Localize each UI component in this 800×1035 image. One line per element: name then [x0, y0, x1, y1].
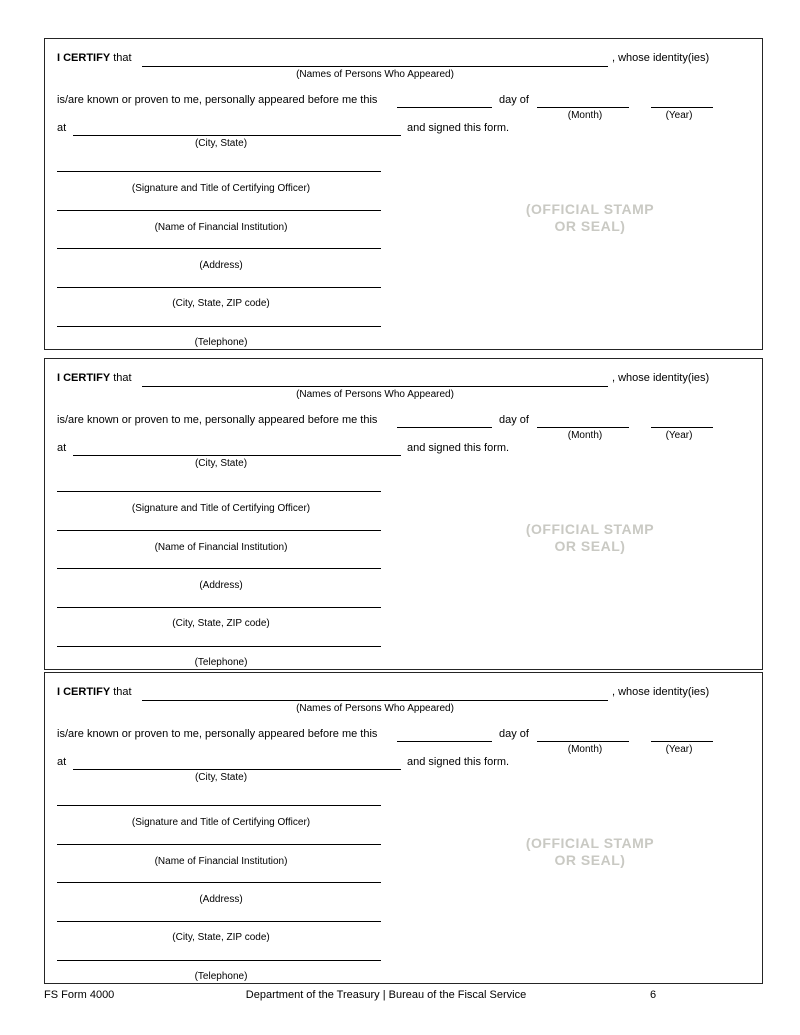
- city-state-caption: (City, State): [194, 772, 248, 783]
- certification-block: [44, 358, 763, 670]
- signed-text: and signed this form.: [407, 756, 510, 768]
- certify-label: [57, 686, 132, 699]
- institution-blank-line: [57, 530, 381, 531]
- certify-label-rest: that: [110, 372, 132, 384]
- institution-blank-line: [57, 844, 381, 845]
- official-stamp-line2: OR SEAL): [554, 218, 626, 234]
- signed-text: and signed this form.: [407, 442, 510, 454]
- names-caption: (Names of Persons Who Appeared): [296, 389, 454, 400]
- telephone-caption: (Telephone): [194, 971, 248, 982]
- institution-caption: (Name of Financial Institution): [154, 542, 288, 553]
- city-state-zip-caption: (City, State, ZIP code): [172, 618, 270, 629]
- day-blank-line: [397, 427, 492, 428]
- signature-blank-line: [57, 805, 381, 806]
- institution-caption: (Name of Financial Institution): [154, 856, 288, 867]
- signature-caption: (Signature and Title of Certifying Officer): [131, 183, 311, 194]
- city-state-blank-line: [73, 769, 401, 770]
- footer-page-number: 6: [650, 989, 657, 1001]
- telephone-caption: (Telephone): [194, 657, 248, 668]
- names-blank-line: [142, 700, 608, 701]
- city-state-zip-blank-line: [57, 921, 381, 922]
- certify-label: [57, 52, 132, 65]
- address-blank-line: [57, 568, 381, 569]
- at-label: at: [57, 756, 67, 768]
- month-blank-line: [537, 427, 629, 428]
- certify-label-bold: I CERTIFY: [57, 686, 111, 698]
- month-caption: (Month): [567, 430, 603, 441]
- certification-block: [44, 672, 763, 984]
- certify-label-bold: I CERTIFY: [57, 372, 111, 384]
- city-state-zip-caption: (City, State, ZIP code): [172, 932, 270, 943]
- certify-label: [57, 372, 132, 385]
- identity-suffix-text: , whose identity(ies): [612, 372, 710, 384]
- month-caption: (Month): [567, 110, 603, 121]
- footer-agency: Department of the Treasury | Bureau of the Fiscal Service: [245, 989, 527, 1001]
- certify-label-rest: that: [110, 52, 132, 64]
- official-stamp-line2: OR SEAL): [554, 538, 626, 554]
- year-blank-line: [651, 427, 713, 428]
- official-stamp-line1: (OFFICIAL STAMP: [525, 201, 655, 217]
- address-blank-line: [57, 882, 381, 883]
- city-state-blank-line: [73, 135, 401, 136]
- names-blank-line: [142, 66, 608, 67]
- appeared-text: is/are known or proven to me, personally appeared before me this: [57, 728, 378, 740]
- day-blank-line: [397, 741, 492, 742]
- telephone-blank-line: [57, 646, 381, 647]
- address-caption: (Address): [199, 580, 243, 591]
- year-caption: (Year): [665, 110, 693, 121]
- day-of-label: day of: [499, 728, 529, 740]
- footer-form-number: FS Form 4000: [44, 989, 115, 1001]
- year-blank-line: [651, 107, 713, 108]
- names-caption: (Names of Persons Who Appeared): [296, 703, 454, 714]
- signature-blank-line: [57, 491, 381, 492]
- address-blank-line: [57, 248, 381, 249]
- signed-text: and signed this form.: [407, 122, 510, 134]
- official-stamp-line1: (OFFICIAL STAMP: [525, 835, 655, 851]
- certify-label-rest: that: [110, 686, 132, 698]
- month-caption: (Month): [567, 744, 603, 755]
- city-state-blank-line: [73, 455, 401, 456]
- signature-caption: (Signature and Title of Certifying Officer): [131, 817, 311, 828]
- telephone-blank-line: [57, 960, 381, 961]
- signature-caption: (Signature and Title of Certifying Officer): [131, 503, 311, 514]
- appeared-text: is/are known or proven to me, personally appeared before me this: [57, 94, 378, 106]
- appeared-text: is/are known or proven to me, personally appeared before me this: [57, 414, 378, 426]
- institution-blank-line: [57, 210, 381, 211]
- official-stamp-placeholder: [526, 835, 654, 869]
- telephone-caption: (Telephone): [194, 337, 248, 348]
- city-state-zip-caption: (City, State, ZIP code): [172, 298, 270, 309]
- signature-blank-line: [57, 171, 381, 172]
- address-caption: (Address): [199, 260, 243, 271]
- official-stamp-line2: OR SEAL): [554, 852, 626, 868]
- year-blank-line: [651, 741, 713, 742]
- address-caption: (Address): [199, 894, 243, 905]
- at-label: at: [57, 122, 67, 134]
- city-state-caption: (City, State): [194, 458, 248, 469]
- day-of-label: day of: [499, 94, 529, 106]
- day-blank-line: [397, 107, 492, 108]
- official-stamp-line1: (OFFICIAL STAMP: [525, 521, 655, 537]
- year-caption: (Year): [665, 744, 693, 755]
- identity-suffix-text: , whose identity(ies): [612, 52, 710, 64]
- month-blank-line: [537, 741, 629, 742]
- at-label: at: [57, 442, 67, 454]
- city-state-zip-blank-line: [57, 607, 381, 608]
- names-caption: (Names of Persons Who Appeared): [296, 69, 454, 80]
- certify-label-bold: I CERTIFY: [57, 52, 111, 64]
- certification-block: [44, 38, 763, 350]
- city-state-caption: (City, State): [194, 138, 248, 149]
- names-blank-line: [142, 386, 608, 387]
- month-blank-line: [537, 107, 629, 108]
- telephone-blank-line: [57, 326, 381, 327]
- city-state-zip-blank-line: [57, 287, 381, 288]
- institution-caption: (Name of Financial Institution): [154, 222, 288, 233]
- day-of-label: day of: [499, 414, 529, 426]
- official-stamp-placeholder: [526, 201, 654, 235]
- identity-suffix-text: , whose identity(ies): [612, 686, 710, 698]
- year-caption: (Year): [665, 430, 693, 441]
- official-stamp-placeholder: [526, 521, 654, 555]
